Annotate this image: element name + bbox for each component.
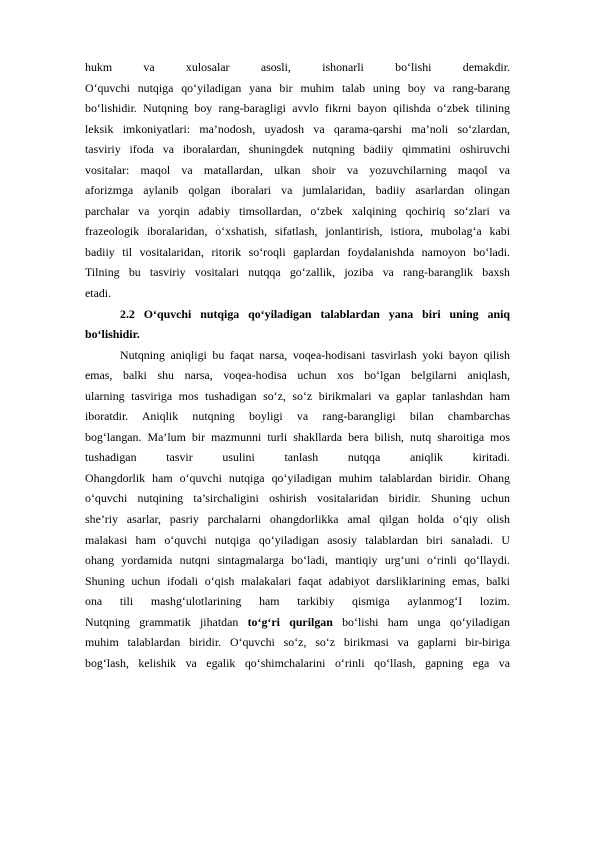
text-line [85, 406, 510, 427]
text-line [85, 550, 510, 571]
text-run: bo‘lishi ham unga qo‘yiladigan [332, 614, 510, 629]
text-line [85, 468, 510, 489]
text-run: leksik imkoniyatlari: ma’nodosh, uyadosh va qarama-qarshi ma’noli so‘zlardan, [85, 121, 510, 136]
text-run: hukm va xulosalar asosli, ishonarli bo‘lishi demakdir. [85, 60, 510, 74]
text-line [85, 591, 510, 612]
text-line [85, 160, 510, 181]
text-line [85, 57, 510, 78]
text-run: etadi. [85, 286, 112, 301]
text-run: iboratdir. Aniqlik nutqning boyligi va rang-barangligi bilan chambarchas [85, 409, 510, 424]
text-run: Tilning bu tasviriy vositalari nutqqa go‘zallik, joziba va rang-baranglik baxsh [85, 265, 510, 280]
text-line [85, 632, 510, 653]
text-line [85, 386, 510, 407]
text-run: Shuning uchun ifodali o‘qish malakalari faqat adabiyot darsliklarining emas, balki [85, 573, 510, 588]
bold-text-run: bo‘lishidir. [85, 327, 140, 342]
text-line [85, 447, 510, 468]
text-line [85, 365, 510, 386]
text-run: parchalar va yorqin adabiy timsollardan, o‘zbek xalqining qochiriq so‘zlari va [85, 203, 510, 218]
text-line [85, 530, 510, 551]
text-line [85, 488, 510, 509]
text-run: bo‘lishidir. Nutqning boy rang-baragligi avvlo fikrni bayon qilishda o‘zbek tilining [85, 101, 510, 116]
text-line [85, 201, 510, 222]
text-line [85, 345, 510, 366]
text-run: muhim talablardan biridir. O‘quvchi so‘z, so‘z birikmasi va gaplarni bir-biriga [85, 635, 510, 650]
text-run: bog‘lash, kelishik va egalik qo‘shimchalarini o‘rinli qo‘llash, gapning ega va [85, 655, 510, 670]
text-run: tushadigan tasvir usulini tanlash nutqqa aniqlik kiritadi. [85, 450, 510, 465]
text-line [85, 427, 510, 448]
text-run: tasviriy ifoda va iboralardan, shuningdek nutqning badiiy qimmatini oshiruvchi [85, 142, 510, 157]
text-line [85, 304, 510, 325]
text-line [85, 139, 510, 160]
text-run: o‘quvchi nutqining ta’sirchaligini oshirish vositalaridan biridir. Shuning uchun [85, 491, 510, 506]
text-line [85, 262, 510, 283]
text-line [85, 612, 510, 633]
text-run: badiiy til vositalaridan, ritorik so‘roqli gaplardan foydalanishda namoyon bo‘ladi. [85, 244, 510, 259]
text-run: ularning tasviriga mos tushadigan so‘z, so‘z birikmalari va gaplar tanlashdan ham [85, 388, 510, 403]
text-run: ona tili mashg‘ulotlarining ham tarkibiy qismiga aylanmog‘I lozim. [85, 594, 510, 609]
text-line [85, 571, 510, 592]
body-text [85, 57, 510, 673]
text-line [85, 119, 510, 140]
text-line [85, 509, 510, 530]
bold-text-run: to‘g‘ri qurilgan [247, 614, 333, 629]
text-run: ohang yordamida nutqni sintagmalarga bo‘ladi, mantiqiy urg‘uni o‘rinli qo‘llaydi. [85, 553, 510, 568]
text-line [85, 180, 510, 201]
text-run: malakasi ham o‘quvchi nutqiga qo‘yiladigan asosiy talablardan biri sanaladi. U [85, 532, 510, 547]
text-run: Nutqning grammatik jihatdan [85, 614, 248, 629]
text-run: Nutqning aniqligi bu faqat narsa, voqea-hodisani tasvirlash yoki bayon qilish [120, 347, 510, 362]
text-line [85, 78, 510, 99]
text-line [85, 283, 510, 304]
text-run: aforizmga aylanib qolgan iboralari va jumlalaridan, badiiy asarlardan olingan [85, 183, 510, 198]
text-line [85, 324, 510, 345]
text-line [85, 221, 510, 242]
text-run: she’riy asarlar, pasriy parchalarni ohangdorlikka amal qilgan holda o‘qiy olish [85, 512, 510, 527]
text-run: vositalar: maqol va matallardan, ulkan shoir va yozuvchilarning maqol va [85, 162, 510, 177]
text-run: frazeologik iboralaridan, o‘xshatish, sifatlash, jonlantirish, istiora, mubolag‘a kabi [85, 224, 510, 239]
text-line [85, 98, 510, 119]
bold-text-run: 2.2 O‘quvchi nutqiga qo‘yiladigan talablardan yana biri uning aniq [120, 306, 510, 321]
text-run: emas, balki shu narsa, voqea-hodisa uchun xos bo‘lgan belgilarni aniqlash, [85, 368, 510, 383]
text-line [85, 242, 510, 263]
text-run: bog‘langan. Ma’lum bir mazmunni turli shakllarda bera bilish, nutq sharoitiga mos [85, 429, 510, 444]
text-run: Ohangdorlik ham o‘quvchi nutqiga qo‘yiladigan muhim talablardan biridir. Ohang [85, 470, 510, 485]
text-line [85, 653, 510, 674]
text-run: O‘quvchi nutqiga qo‘yiladigan yana bir muhim talab uning boy va rang-barang [85, 80, 510, 95]
